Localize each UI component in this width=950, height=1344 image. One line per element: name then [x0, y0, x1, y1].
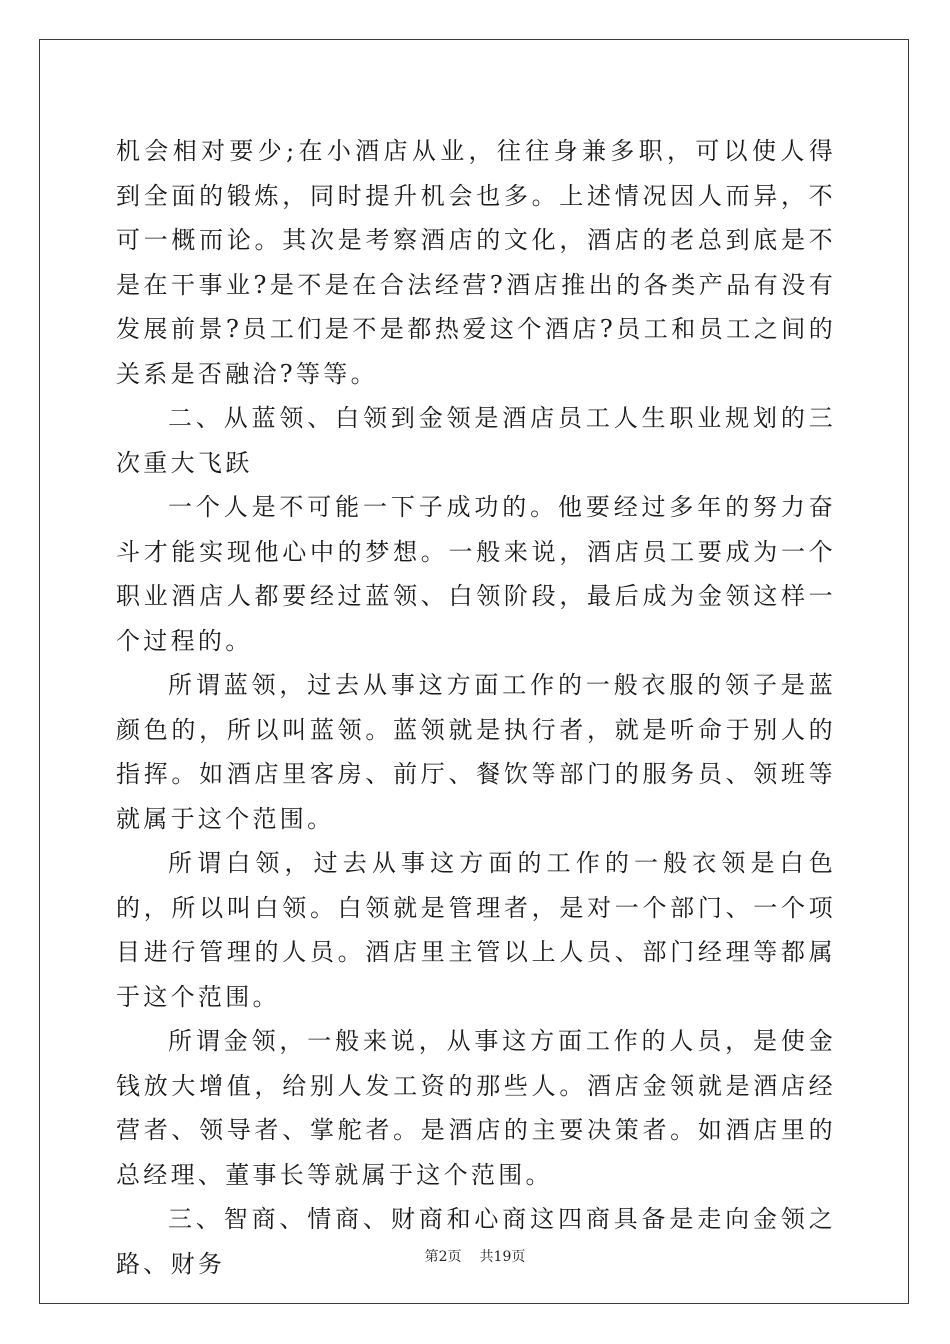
page-number: 第2页 — [424, 1249, 462, 1265]
paragraph: 所谓蓝领，过去从事这方面工作的一般衣服的领子是蓝颜色的，所以叫蓝领。蓝领就是执行者，就是听命于别人的指挥。如酒店里客房、前厅、餐饮等部门的服务员、领班等就属于这个范围。 — [116, 671, 836, 833]
paragraph: 所谓金领，一般来说，从事这方面工作的人员，是使金钱放大增值，给别人发工资的那些人。酒店金领就是酒店经营者、领导者、掌舵者。是酒店的主要决策者。如酒店里的总经理、董事长等就属于这个范围。 — [116, 1027, 836, 1189]
section-heading: 三、智商、情商、财商和心商这四商具备是走向金领之路、财务 — [116, 1205, 836, 1278]
paragraph: 所谓白领，过去从事这方面的工作的一般衣领是白色的，所以叫白领。白领就是管理者，是对一个部门、一个项目进行管理的人员。酒店里主管以上人员、部门经理等都属于这个范围。 — [116, 849, 836, 1011]
section-heading: 二、从蓝领、白领到金领是酒店员工人生职业规划的三次重大飞跃 — [116, 404, 836, 477]
paragraph: 机会相对要少;在小酒店从业，往往身兼多职，可以使人得到全面的锻炼，同时提升机会也多。上述情况因人而异，不可一概而论。其次是考察酒店的文化，酒店的老总到底是不是在干事业?是不是在合法经营?酒店推出的各类产品有没有发展前景?员工们是不是都热爱这个酒店?员工和员工之间的关系是否融洽?等等。 — [116, 137, 836, 388]
total-pages: 共19页 — [479, 1249, 526, 1265]
page-footer — [0, 1246, 950, 1266]
paragraph: 一个人是不可能一下子成功的。他要经过多年的努力奋斗才能实现他心中的梦想。一般来说，酒店员工要成为一个职业酒店人都要经过蓝领、白领阶段，最后成为金领这样一个过程的。 — [116, 493, 836, 655]
document-body — [116, 129, 836, 1286]
